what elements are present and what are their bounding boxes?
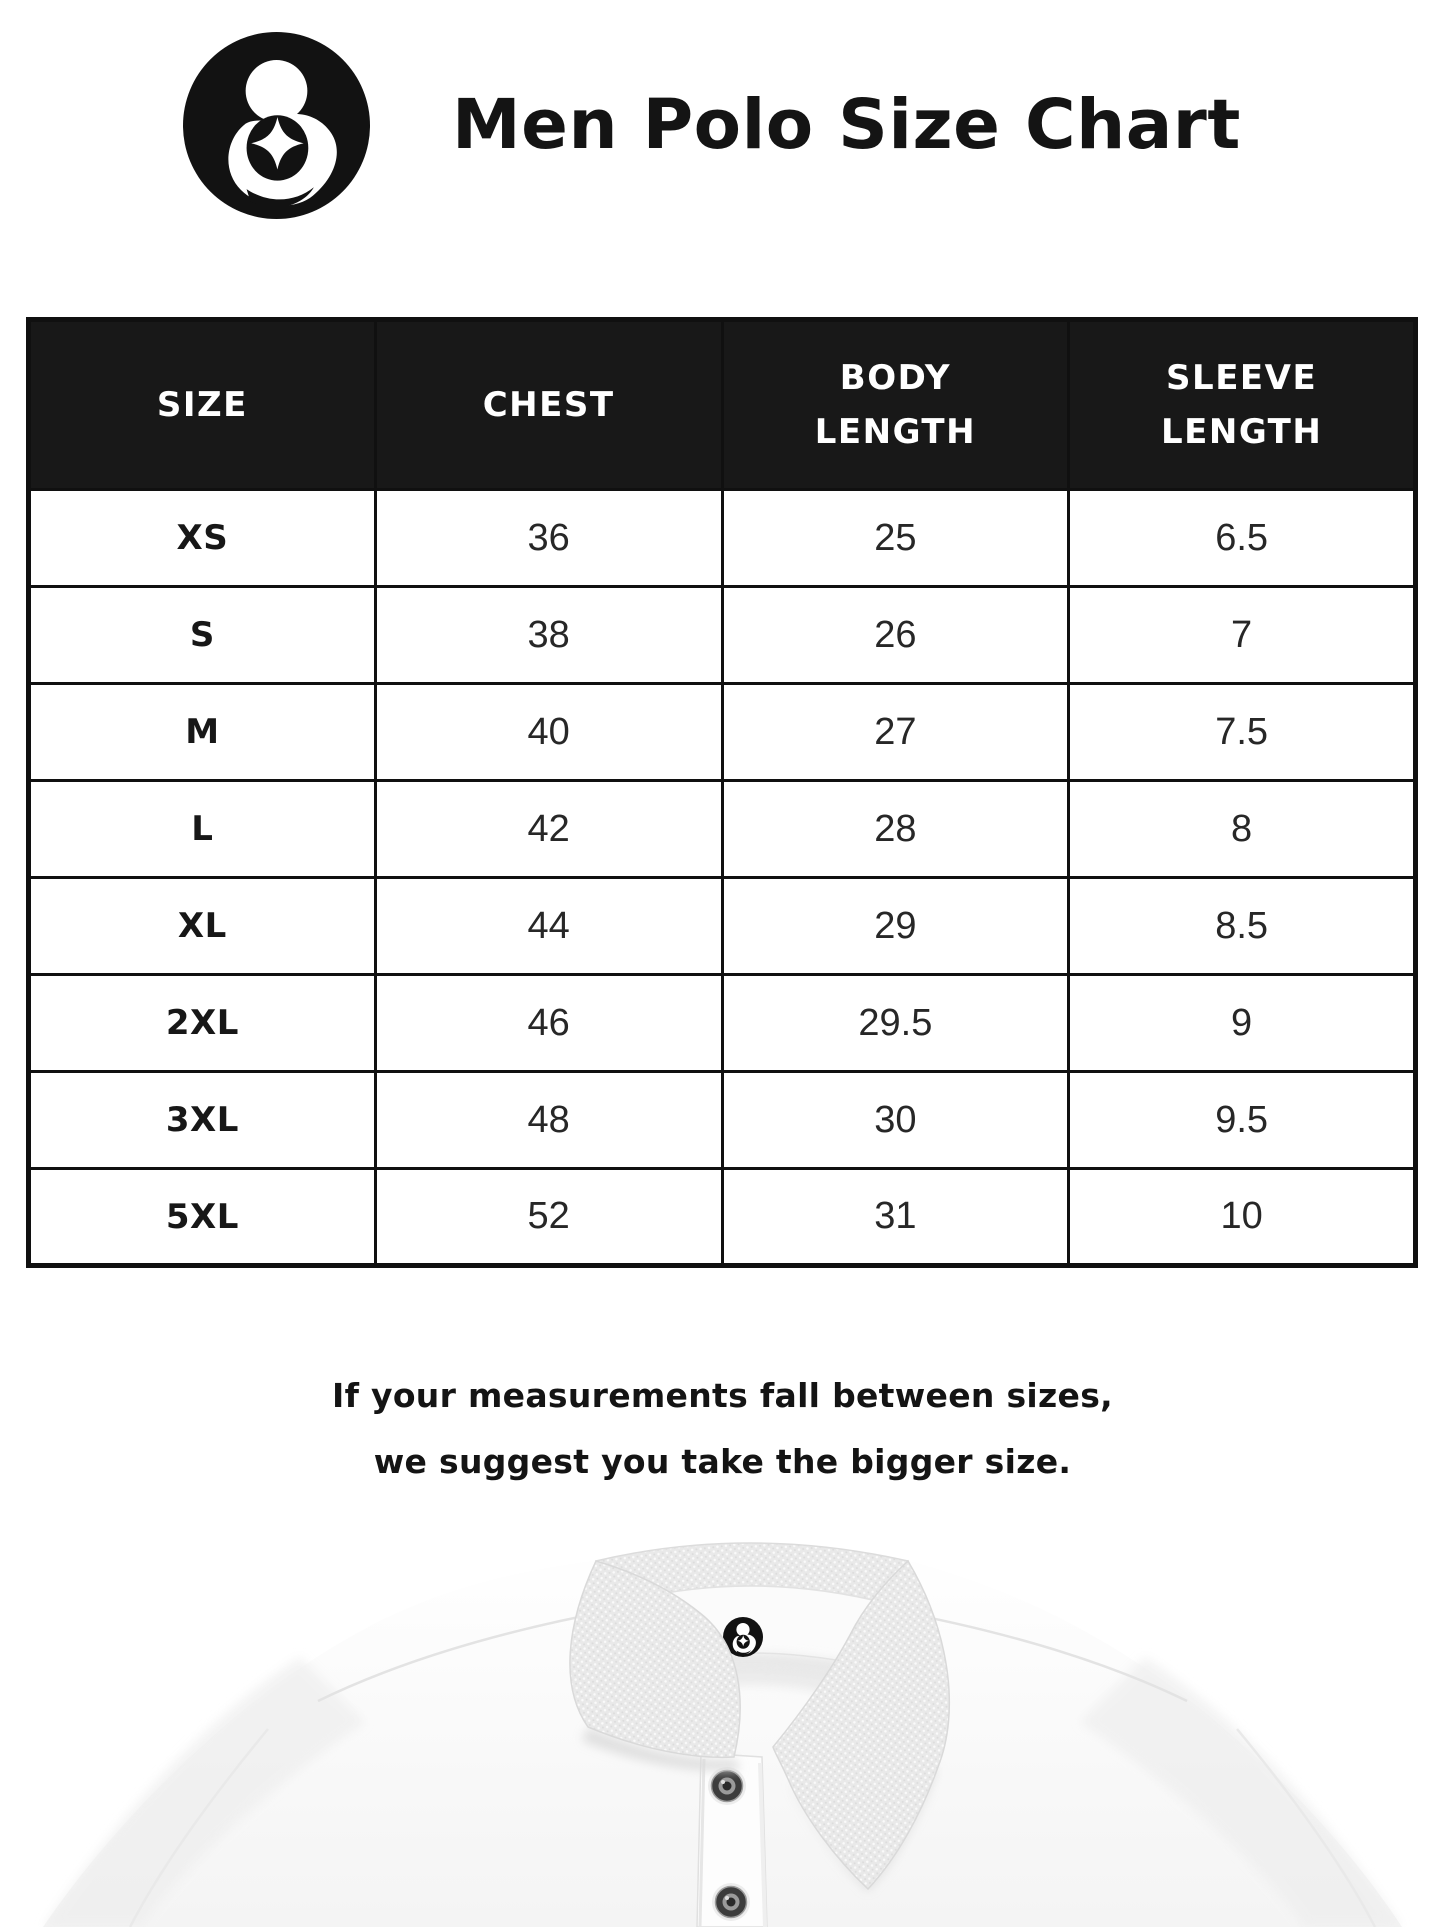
sleeve-length-value: 9 bbox=[1069, 975, 1416, 1072]
size-label: XS bbox=[29, 490, 376, 587]
table-row-s bbox=[29, 587, 1416, 684]
collar-button bbox=[708, 1767, 746, 1805]
body-length-value: 25 bbox=[722, 490, 1069, 587]
brand-logo-icon bbox=[183, 32, 370, 219]
collar-button bbox=[712, 1883, 750, 1921]
body-length-value: 28 bbox=[722, 781, 1069, 878]
chest-value: 52 bbox=[375, 1169, 722, 1266]
size-label: 5XL bbox=[29, 1169, 376, 1266]
chest-value: 46 bbox=[375, 975, 722, 1072]
size-label: 2XL bbox=[29, 975, 376, 1072]
column-header-body-length: BODY LENGTH bbox=[722, 320, 1069, 490]
column-header-size: SIZE bbox=[29, 320, 376, 490]
body-length-value: 30 bbox=[722, 1072, 1069, 1169]
chest-value: 44 bbox=[375, 878, 722, 975]
table-row-l bbox=[29, 781, 1416, 878]
body-length-value: 27 bbox=[722, 684, 1069, 781]
table-row-2xl bbox=[29, 975, 1416, 1072]
table-row-5xl bbox=[29, 1169, 1416, 1266]
sleeve-length-value: 7.5 bbox=[1069, 684, 1416, 781]
size-chart-table bbox=[26, 317, 1418, 1268]
table-row-xl bbox=[29, 878, 1416, 975]
sleeve-length-value: 8.5 bbox=[1069, 878, 1416, 975]
body-length-value: 29 bbox=[722, 878, 1069, 975]
chest-value: 42 bbox=[375, 781, 722, 878]
size-label: L bbox=[29, 781, 376, 878]
brand-header bbox=[183, 30, 1241, 220]
body-length-value: 26 bbox=[722, 587, 1069, 684]
table-row-m bbox=[29, 684, 1416, 781]
fit-note-line-2: we suggest you take the bigger size. bbox=[373, 1442, 1072, 1481]
body-length-value: 31 bbox=[722, 1169, 1069, 1266]
sleeve-length-value: 10 bbox=[1069, 1169, 1416, 1266]
fit-note bbox=[0, 1363, 1445, 1495]
size-label: M bbox=[29, 684, 376, 781]
sleeve-length-value: 9.5 bbox=[1069, 1072, 1416, 1169]
size-label: 3XL bbox=[29, 1072, 376, 1169]
size-label: S bbox=[29, 587, 376, 684]
chest-value: 48 bbox=[375, 1072, 722, 1169]
column-header-chest: CHEST bbox=[375, 320, 722, 490]
sleeve-length-value: 6.5 bbox=[1069, 490, 1416, 587]
size-label: XL bbox=[29, 878, 376, 975]
sleeve-length-value: 7 bbox=[1069, 587, 1416, 684]
sleeve-length-value: 8 bbox=[1069, 781, 1416, 878]
table-row-3xl bbox=[29, 1072, 1416, 1169]
body-length-value: 29.5 bbox=[722, 975, 1069, 1072]
polo-placket bbox=[697, 1753, 767, 1927]
page-title: Men Polo Size Chart bbox=[452, 85, 1241, 165]
fit-note-line-1: If your measurements fall between sizes, bbox=[331, 1376, 1114, 1415]
column-header-sleeve-length: SLEEVE LENGTH bbox=[1069, 320, 1416, 490]
table-header-row bbox=[29, 320, 1416, 490]
chest-value: 40 bbox=[375, 684, 722, 781]
chest-value: 36 bbox=[375, 490, 722, 587]
table-row-xs bbox=[29, 490, 1416, 587]
chest-value: 38 bbox=[375, 587, 722, 684]
polo-shirt-image bbox=[0, 1517, 1445, 1927]
